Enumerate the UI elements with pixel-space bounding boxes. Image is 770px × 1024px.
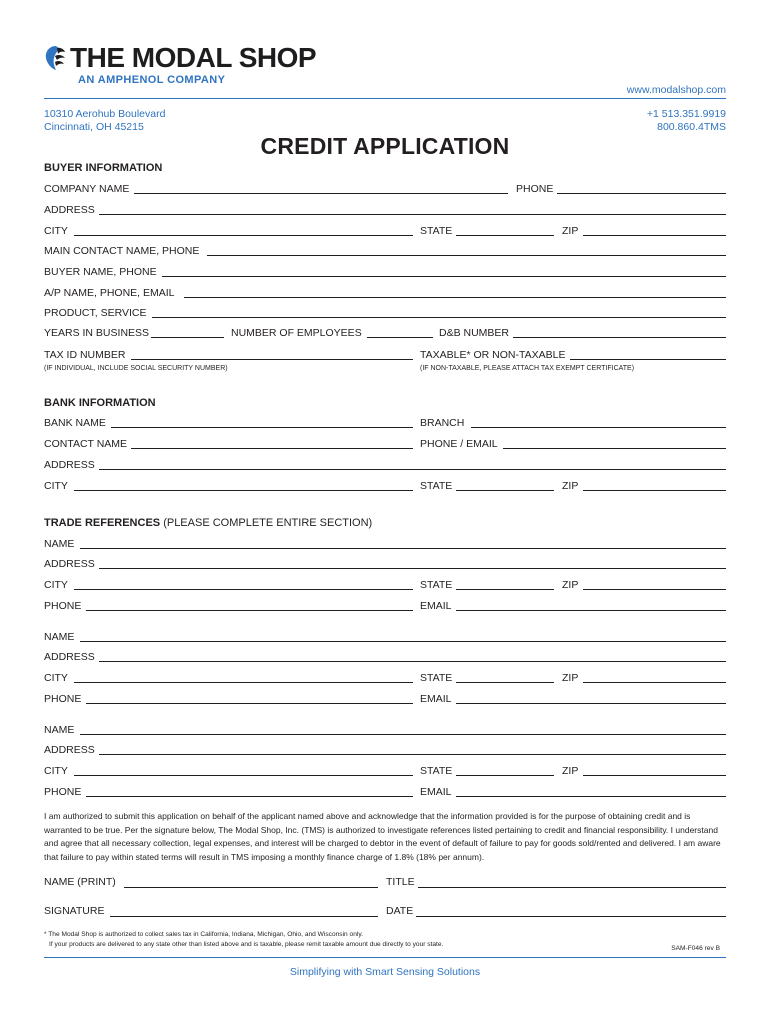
ref1-name-field[interactable] xyxy=(80,548,726,549)
dnb-label: D&B NUMBER xyxy=(439,327,510,339)
buyer-phone-field[interactable] xyxy=(557,193,726,194)
ref3-address-label: ADDRESS xyxy=(44,744,95,756)
ref3-zip-field[interactable] xyxy=(583,775,726,776)
employees-label: NUMBER OF EMPLOYEES xyxy=(231,327,362,339)
ref1-phone-field[interactable] xyxy=(86,610,413,611)
bank-phone-email-field[interactable] xyxy=(503,448,726,449)
buyer-address-label: ADDRESS xyxy=(44,204,95,216)
buyer-city-label: CITY xyxy=(44,225,68,237)
ref3-email-label: EMAIL xyxy=(420,786,452,798)
bank-name-label: BANK NAME xyxy=(44,417,106,429)
product-service-label: PRODUCT, SERVICE xyxy=(44,307,147,319)
main-contact-field[interactable] xyxy=(207,255,726,256)
bank-contact-label: CONTACT NAME xyxy=(44,438,128,450)
ref2-state-label: STATE xyxy=(420,672,453,684)
ap-name-field[interactable] xyxy=(184,297,726,298)
form-code: SAM-F046 rev B xyxy=(671,945,720,952)
bank-city-label: CITY xyxy=(44,480,68,492)
tax-id-note: (IF INDIVIDUAL, INCLUDE SOCIAL SECURITY NUMBER) xyxy=(44,365,228,372)
tax-id-label: TAX ID NUMBER xyxy=(44,349,126,361)
logo-subtitle: AN AMPHENOL COMPANY xyxy=(78,74,226,86)
ref3-name-label: NAME xyxy=(44,724,75,736)
footnote-line-1: * The Modal Shop is authorized to collect sales tax in California, Indiana, Michigan, Ohio, and Wisconsin only. xyxy=(44,931,363,938)
ref1-state-field[interactable] xyxy=(456,589,554,590)
address-line-2: Cincinnati, OH 45215 xyxy=(44,121,144,133)
trade-section-heading xyxy=(44,517,372,529)
tax-id-field[interactable] xyxy=(131,359,413,360)
ref2-city-field[interactable] xyxy=(74,682,413,683)
buyer-name-field[interactable] xyxy=(162,276,726,277)
title-field[interactable] xyxy=(418,887,726,888)
buyer-state-field[interactable] xyxy=(456,235,554,236)
ref1-email-label: EMAIL xyxy=(420,600,452,612)
ref2-email-field[interactable] xyxy=(456,703,726,704)
buyer-city-field[interactable] xyxy=(74,235,413,236)
bank-phone-email-label: PHONE / EMAIL xyxy=(420,438,498,450)
ref1-address-field[interactable] xyxy=(99,568,726,569)
dnb-field[interactable] xyxy=(513,337,726,338)
years-field[interactable] xyxy=(151,337,224,338)
ref1-state-label: STATE xyxy=(420,579,453,591)
website-link[interactable]: www.modalshop.com xyxy=(626,84,726,96)
branch-label: BRANCH xyxy=(420,417,465,429)
ref1-city-label: CITY xyxy=(44,579,68,591)
taxable-field[interactable] xyxy=(570,359,726,360)
bank-name-field[interactable] xyxy=(111,427,413,428)
name-print-label: NAME (PRINT) xyxy=(44,876,116,888)
bank-address-field[interactable] xyxy=(99,469,726,470)
phone-line-1: +1 513.351.9919 xyxy=(646,108,726,120)
bank-zip-label: ZIP xyxy=(562,480,579,492)
header-rule xyxy=(44,98,726,99)
ref3-state-field[interactable] xyxy=(456,775,554,776)
address-line-1: 10310 Aerohub Boulevard xyxy=(44,108,166,120)
trade-heading-note: (PLEASE COMPLETE ENTIRE SECTION) xyxy=(163,517,373,529)
company-name-field[interactable] xyxy=(134,193,508,194)
logo-text: THE MODAL SHOP xyxy=(70,42,317,73)
ref3-zip-label: ZIP xyxy=(562,765,579,777)
bank-address-label: ADDRESS xyxy=(44,459,95,471)
ref2-zip-label: ZIP xyxy=(562,672,579,684)
buyer-state-label: STATE xyxy=(420,225,453,237)
ref3-phone-label: PHONE xyxy=(44,786,82,798)
bank-section-heading: BANK INFORMATION xyxy=(44,397,156,409)
ref2-phone-field[interactable] xyxy=(86,703,413,704)
date-field[interactable] xyxy=(416,916,726,917)
ref3-state-label: STATE xyxy=(420,765,453,777)
buyer-zip-field[interactable] xyxy=(583,235,726,236)
ref3-city-field[interactable] xyxy=(74,775,413,776)
date-label: DATE xyxy=(386,905,414,917)
ref2-address-label: ADDRESS xyxy=(44,651,95,663)
logo-hand-icon xyxy=(44,44,68,72)
ap-name-label: A/P NAME, PHONE, EMAIL xyxy=(44,287,175,299)
ref2-zip-field[interactable] xyxy=(583,682,726,683)
bank-contact-field[interactable] xyxy=(131,448,413,449)
ref2-name-label: NAME xyxy=(44,631,75,643)
ref2-city-label: CITY xyxy=(44,672,68,684)
ref3-phone-field[interactable] xyxy=(86,796,413,797)
authorization-text: I am authorized to submit this application on behalf of the applicant named above and acknowledge that the information provided is for the purpose of obtaining credit and is warranted to be true. Per the signature below, The Modal Shop, Inc. (TMS) is authorized to investigate references listed pertaining to credit and financial responsibility. I understand and agree that all necessary collection, legal expenses, and interest will be charged to debtor in the event of default of failure to pay for goods sold/rented and delivered. I am aware that failure to pay within stated terms will result in TMS imposing a monthly finance charge of 1.8% (18% per annum). xyxy=(44,811,721,862)
signature-label: SIGNATURE xyxy=(44,905,105,917)
buyer-name-label: BUYER NAME, PHONE xyxy=(44,266,157,278)
ref2-name-field[interactable] xyxy=(80,641,726,642)
footer-tagline: Simplifying with Smart Sensing Solutions xyxy=(289,966,481,978)
title-label: TITLE xyxy=(386,876,415,888)
ref3-email-field[interactable] xyxy=(456,796,726,797)
bank-city-field[interactable] xyxy=(74,490,413,491)
phone-line-2: 800.860.4TMS xyxy=(657,121,726,133)
form-title: CREDIT APPLICATION xyxy=(260,133,510,159)
ref2-email-label: EMAIL xyxy=(420,693,452,705)
main-contact-label: MAIN CONTACT NAME, PHONE xyxy=(44,245,200,257)
company-name-label: COMPANY NAME xyxy=(44,183,130,195)
buyer-phone-label: PHONE xyxy=(516,183,554,195)
name-print-field[interactable] xyxy=(124,887,378,888)
ref3-city-label: CITY xyxy=(44,765,68,777)
ref1-name-label: NAME xyxy=(44,538,75,550)
ref1-address-label: ADDRESS xyxy=(44,558,95,570)
ref2-state-field[interactable] xyxy=(456,682,554,683)
footnote-line-2: If your products are delivered to any state other than listed above and is taxable, please remit taxable amount due directly to your state. xyxy=(49,941,444,948)
trade-heading-text: TRADE REFERENCES xyxy=(44,517,161,529)
product-service-field[interactable] xyxy=(152,317,726,318)
taxable-note: (IF NON-TAXABLE, PLEASE ATTACH TAX EXEMPT CERTIFICATE) xyxy=(420,365,635,372)
ref2-phone-label: PHONE xyxy=(44,693,82,705)
ref1-zip-field[interactable] xyxy=(583,589,726,590)
bank-state-label: STATE xyxy=(420,480,453,492)
ref1-email-field[interactable] xyxy=(456,610,726,611)
bank-zip-field[interactable] xyxy=(583,490,726,491)
ref1-phone-label: PHONE xyxy=(44,600,82,612)
ref2-address-field[interactable] xyxy=(99,661,726,662)
buyer-address-field[interactable] xyxy=(99,214,726,215)
employees-field[interactable] xyxy=(367,337,433,338)
buyer-section-heading: BUYER INFORMATION xyxy=(44,162,163,174)
bank-state-field[interactable] xyxy=(456,490,554,491)
ref3-name-field[interactable] xyxy=(80,734,726,735)
years-label: YEARS IN BUSINESS xyxy=(44,327,150,339)
buyer-zip-label: ZIP xyxy=(562,225,579,237)
branch-field[interactable] xyxy=(471,427,726,428)
taxable-label: TAXABLE* OR NON-TAXABLE xyxy=(420,349,566,361)
company-logo xyxy=(44,44,316,86)
ref3-address-field[interactable] xyxy=(99,754,726,755)
signature-field[interactable] xyxy=(110,916,378,917)
ref1-zip-label: ZIP xyxy=(562,579,579,591)
ref1-city-field[interactable] xyxy=(74,589,413,590)
footer-rule xyxy=(44,957,726,958)
